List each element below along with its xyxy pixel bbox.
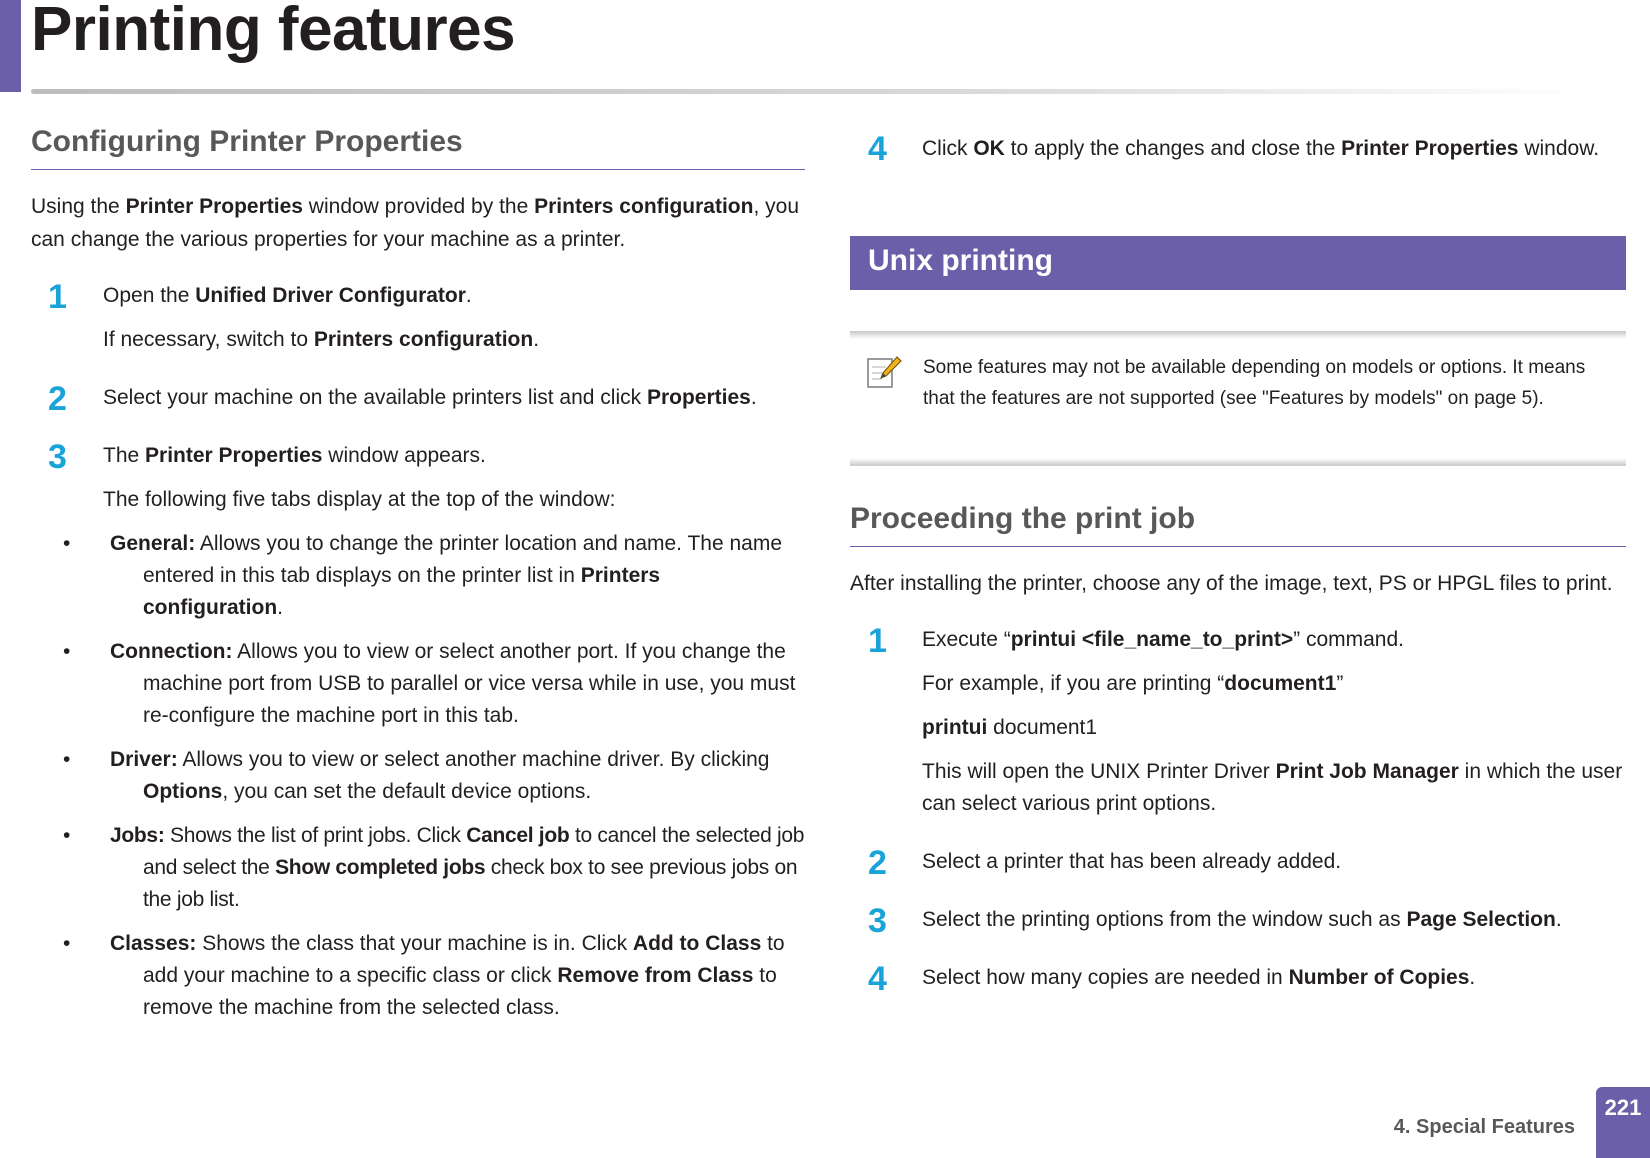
intro-paragraph: After installing the printer, choose any of the image, text, PS or HPGL files to print.	[850, 572, 1613, 595]
bold-run: Print Job Manager	[1275, 760, 1459, 783]
section-divider	[31, 169, 805, 170]
note-pencil-icon	[866, 355, 902, 391]
bold-run: Printer Properties	[145, 444, 323, 467]
text-run: This will open the UNIX Printer Driver	[922, 760, 1276, 783]
text-run: to add your machine to a specific class or click	[143, 932, 785, 987]
text-run: Select the printing options from the window such as	[922, 908, 1407, 931]
page-title: Printing features	[31, 0, 516, 64]
text-run: If necessary, switch to	[103, 328, 314, 351]
title-underline	[31, 89, 1591, 94]
step-text: Select a printer that has been already added.	[922, 850, 1342, 873]
bold-run: printui	[922, 716, 988, 739]
bullet-classes	[63, 928, 805, 1024]
print-step-1	[850, 624, 1626, 820]
info-text	[922, 756, 1626, 820]
text-run: window.	[1518, 137, 1600, 160]
text-run: to apply the changes and close the	[1004, 137, 1342, 160]
text-run: Execute “	[922, 628, 1011, 651]
step-number: 1	[48, 278, 67, 316]
bullet-general	[63, 528, 805, 624]
text-run: .	[533, 328, 540, 351]
text-run: Shows the list of print jobs. Click	[164, 824, 467, 847]
step-text	[922, 132, 1626, 165]
band-title: Unix printing	[868, 244, 1053, 277]
text-run: Allows you to change the printer location and name. The name entered in this tab displays on the printer list in	[143, 532, 783, 587]
bold-run: Number of Copies	[1288, 966, 1470, 989]
bold-run: document1	[1224, 672, 1337, 695]
text-run: ” command.	[1293, 628, 1404, 651]
note-top-border	[850, 331, 1626, 339]
bullet-driver	[63, 744, 805, 808]
text-run: The	[103, 444, 146, 467]
step-2	[31, 380, 805, 418]
text-run: Click	[922, 137, 974, 160]
print-step-2	[850, 844, 1626, 882]
text-run: .	[465, 284, 472, 307]
text-run: window appears.	[322, 444, 486, 467]
header-accent-bar	[0, 0, 21, 92]
text-run: Select how many copies are needed in	[922, 966, 1289, 989]
footer-chapter-label: 4. Special Features	[1393, 1116, 1575, 1138]
bold-run: Unified Driver Configurator	[195, 284, 466, 307]
bold-run: Page Selection	[1406, 908, 1556, 931]
text-run: document1	[987, 716, 1098, 739]
bullet-mark: •	[63, 532, 71, 555]
step-number: 4	[868, 130, 887, 168]
bullet-jobs	[63, 820, 805, 916]
bold-run: Remove from Class	[557, 964, 754, 987]
right-column-top	[850, 130, 1626, 168]
note-text: Some features may not be available depending on models or options. It means that the features are not supported (see "Features by models" on page 5).	[923, 357, 1586, 409]
text-run: check box to see previous jobs on the job list.	[143, 856, 798, 911]
bold-run: Options	[143, 780, 223, 803]
bold-run: Printers configuration	[143, 564, 661, 619]
step-subtext: The following five tabs display at the top of the window:	[103, 488, 616, 511]
bullet-label: General:	[110, 532, 196, 555]
bold-run: Printers configuration	[534, 195, 754, 218]
text-run: .	[1469, 966, 1476, 989]
step-number: 2	[868, 844, 887, 882]
text-run: Allows you to view or select another machine driver. By clicking	[177, 748, 770, 771]
section-divider	[850, 546, 1626, 547]
bold-run: Add to Class	[632, 932, 762, 955]
text-run: .	[750, 386, 757, 409]
print-step-4	[850, 960, 1626, 998]
step-number: 2	[48, 380, 67, 418]
text-run: window provided by the	[302, 195, 535, 218]
bullet-label: Jobs:	[110, 824, 165, 847]
text-run: Allows you to view or select another port. If you change the machine port from USB to parallel or vice versa while in use, you must re-configure the machine port in this tab.	[143, 640, 796, 727]
page-number-badge	[1596, 1087, 1650, 1158]
step-number: 1	[868, 622, 887, 660]
step-subtext	[103, 324, 805, 356]
page-number: 221	[1604, 1095, 1642, 1120]
text-run: to remove the machine from the selected class.	[143, 964, 777, 1019]
text-run: Using the	[31, 195, 126, 218]
step-text	[103, 440, 805, 472]
bullet-label: Classes:	[110, 932, 197, 955]
bullet-mark: •	[63, 824, 71, 847]
bold-run: Printer Properties	[1341, 137, 1519, 160]
bullet-mark: •	[63, 748, 71, 771]
text-run: ”	[1336, 672, 1344, 695]
print-step-3	[850, 902, 1626, 940]
step-3	[31, 440, 805, 1024]
text-run: to cancel the selected job and select the	[143, 824, 805, 879]
step-4-properties	[850, 130, 1626, 168]
section-title-proceeding: Proceeding the print job	[850, 502, 1196, 535]
text-run: For example, if you are printing “	[922, 672, 1225, 695]
bullet-mark: •	[63, 932, 71, 955]
section-title-configuring: Configuring Printer Properties	[31, 125, 463, 158]
step-text	[103, 382, 805, 414]
bullet-connection	[63, 636, 805, 732]
text-run: .	[277, 596, 283, 619]
text-run: , you can change the various properties for your machine as a printer.	[31, 195, 799, 251]
step-text	[922, 904, 1626, 936]
command-example	[922, 712, 1626, 744]
step-number: 3	[868, 902, 887, 940]
bold-run: Cancel job	[466, 824, 570, 847]
step-text	[922, 624, 1626, 656]
bold-run: Properties	[646, 386, 751, 409]
section-band-unix-printing	[850, 236, 1626, 290]
step-1	[31, 280, 805, 356]
example-text	[922, 668, 1626, 700]
bullet-mark: •	[63, 640, 71, 663]
bullet-label: Connection:	[110, 640, 233, 663]
intro-paragraph	[31, 190, 805, 256]
text-run: , you can set the default device options.	[222, 780, 592, 803]
step-text	[103, 280, 805, 312]
text-run: Open the	[103, 284, 196, 307]
bold-run: Printers configuration	[313, 328, 534, 351]
text-run: Shows the class that your machine is in. Click	[196, 932, 633, 955]
bullet-label: Driver:	[110, 748, 178, 771]
text-run: .	[1555, 908, 1562, 931]
left-column	[31, 125, 805, 1024]
bold-run: Show completed jobs	[275, 856, 486, 879]
bold-run: OK	[973, 137, 1005, 160]
note-bottom-border	[850, 458, 1626, 466]
text-run: Select your machine on the available printers list and click	[103, 386, 647, 409]
step-number: 4	[868, 960, 887, 998]
step-text	[922, 962, 1626, 994]
text-run: in which the user can select various print options.	[922, 760, 1623, 815]
bold-run: Printer Properties	[125, 195, 303, 218]
right-column-bottom	[850, 502, 1626, 998]
bold-run: printui <file_name_to_print>	[1010, 628, 1294, 651]
step-number: 3	[48, 438, 67, 476]
